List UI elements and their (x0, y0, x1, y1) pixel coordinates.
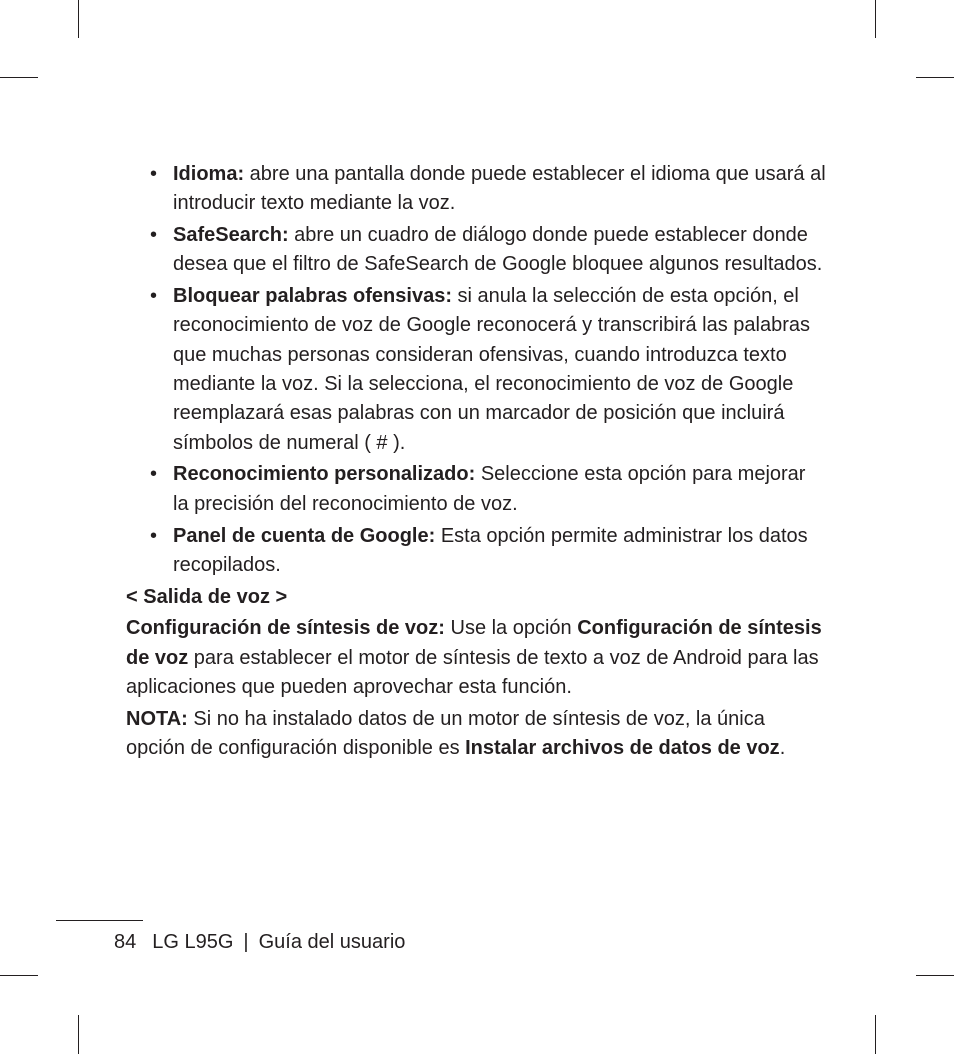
bullet-icon: • (150, 163, 158, 185)
list-item-idioma (126, 160, 826, 219)
footer-rule (56, 920, 143, 921)
note-term: NOTA: (126, 707, 188, 730)
crop-mark-top-left-horizontal (0, 77, 38, 78)
list-item-bloquear (126, 282, 826, 458)
page-footer (114, 929, 405, 955)
note-option-name: Instalar archivos de datos de voz (465, 737, 780, 760)
bullet-text: Seleccione esta opción para mejorar la precisión del reconocimiento de voz. (173, 463, 806, 515)
crop-mark-bottom-left-vertical (78, 1015, 79, 1054)
page-content (126, 160, 826, 766)
bullet-term: Panel de cuenta de Google: (173, 524, 436, 547)
note-text-2: . (779, 737, 786, 760)
list-item-reconocimiento (126, 460, 826, 519)
section-heading: < Salida de voz > (126, 585, 288, 608)
page-number: 84 (114, 931, 137, 953)
bullet-text: Esta opción permite administrar los datos recopilados. (173, 524, 808, 576)
bullet-term: SafeSearch: (173, 224, 289, 247)
tts-text-1: Use la opción (444, 617, 578, 640)
bullet-text: abre un cuadro de diálogo donde puede establecer donde desea que el filtro de SafeSearch de Google bloquee algunos resultados. (173, 224, 823, 276)
tts-term: Configuración de síntesis de voz: (126, 617, 445, 640)
bullet-term: Bloquear palabras ofensivas: (173, 285, 452, 308)
crop-mark-top-right-horizontal (916, 77, 954, 78)
crop-mark-bottom-right-horizontal (916, 975, 954, 976)
footer-separator: | (243, 931, 249, 953)
bullet-icon: • (150, 224, 158, 247)
bullet-text: abre una pantalla donde puede establecer el idioma que usará al introducir texto mediante la voz. (173, 163, 826, 215)
bullet-icon: • (150, 463, 158, 486)
tts-option-name: Configuración de síntesis de voz (126, 617, 822, 669)
crop-mark-top-right-vertical (875, 0, 876, 38)
note-paragraph (126, 705, 826, 764)
bullet-icon: • (150, 285, 158, 308)
crop-mark-bottom-right-vertical (875, 1015, 876, 1054)
tts-text-2: para establecer el motor de síntesis de texto a voz de Android para las aplicaciones que pueden aprovechar esta función. (126, 646, 819, 699)
bullet-term: Idioma: (173, 163, 245, 185)
footer-product: LG L95G (152, 931, 234, 953)
crop-mark-top-left-vertical (78, 0, 79, 38)
list-item-safesearch (126, 221, 826, 280)
bullet-text: si anula la selección de esta opción, el reconocimiento de voz de Google reconocerá y transcribirá las palabras que muchas personas consideran ofensivas, cuando introduzca texto mediante la voz. Si la selecciona, el reconocimiento de voz de Google reemplazará esas palabras con un marcador de posición que incluirá símbolos de numeral ( # ). (173, 285, 811, 454)
footer-guide-title: Guía del usuario (258, 931, 406, 953)
tts-paragraph (126, 614, 826, 702)
crop-mark-bottom-left-horizontal (0, 975, 38, 976)
note-text-1: Si no ha instalado datos de un motor de síntesis de voz, la única opción de configuración disponible es (126, 707, 765, 760)
bullet-term: Reconocimiento personalizado: (173, 463, 476, 486)
bullet-icon: • (150, 524, 158, 547)
settings-bullet-list (126, 160, 826, 580)
list-item-panel-cuenta (126, 522, 826, 581)
